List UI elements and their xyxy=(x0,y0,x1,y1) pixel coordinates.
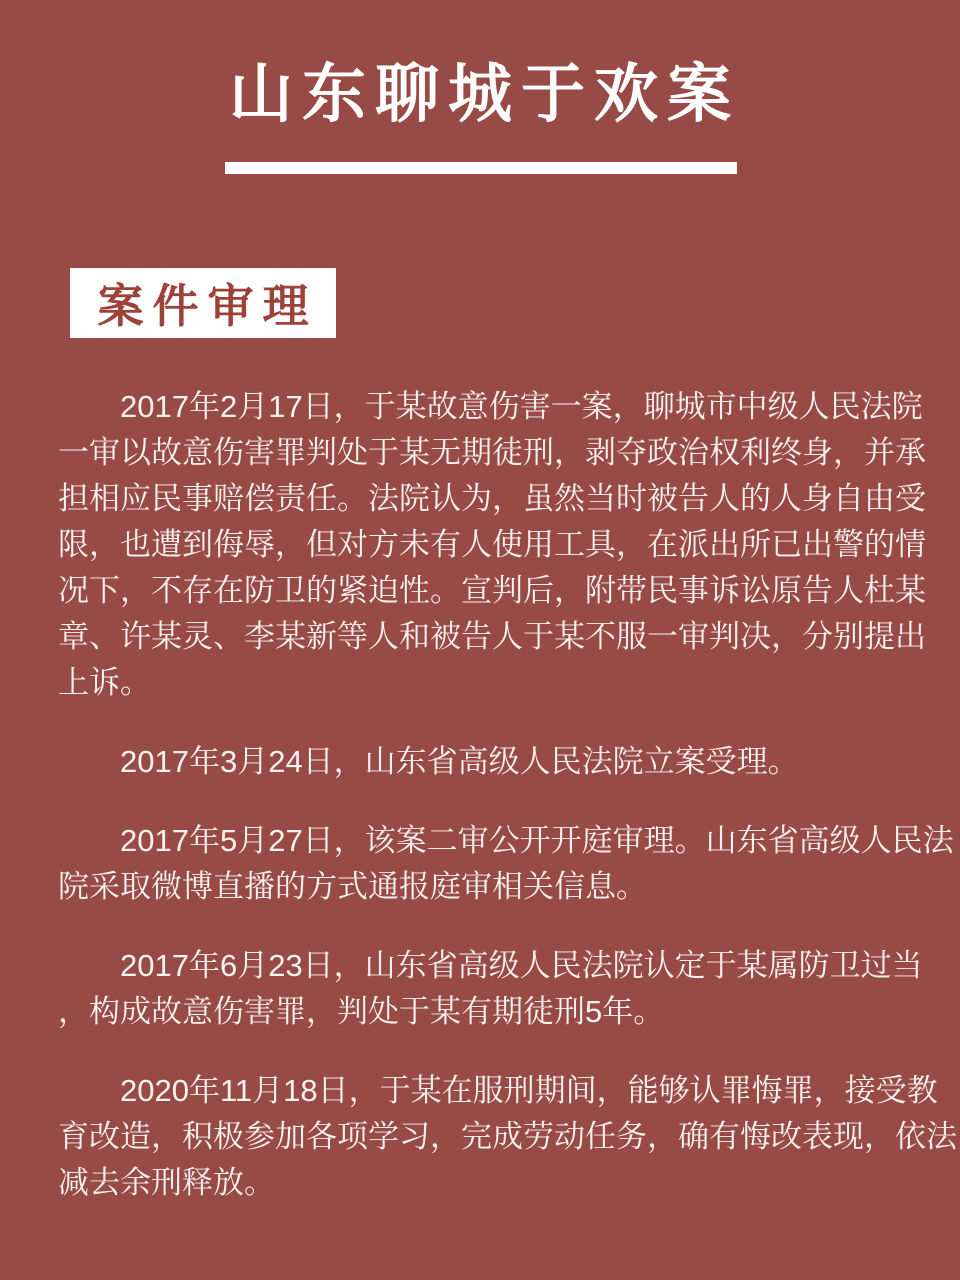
paragraph-line: 2017年2月17日，于某故意伤害一案，聊城市中级人民法院 xyxy=(120,389,923,424)
paragraph-line: 章、许某灵、李某新等人和被告人于某不服一审判决，分别提出 xyxy=(58,619,926,654)
paragraph-line: 限，也遭到侮辱，但对方未有人使用工具，在派出所已出警的情 xyxy=(58,527,926,562)
paragraph xyxy=(58,818,954,910)
paragraph-line: 院采取微博直播的方式通报庭审相关信息。 xyxy=(58,869,647,904)
paragraph-line: 2020年11月18日，于某在服刑期间，能够认罪悔罪，接受教 xyxy=(120,1073,938,1108)
page-title: 山东聊城于欢案 xyxy=(229,59,740,130)
paragraph xyxy=(58,943,923,1035)
article-body xyxy=(58,384,957,1239)
paragraph-line: 一审以故意伤害罪判处于某无期徒刑，剥夺政治权利终身，并承 xyxy=(58,435,926,470)
title-underline xyxy=(225,162,737,174)
section-heading-box xyxy=(70,268,336,338)
paragraph xyxy=(58,739,905,785)
paragraph-line: 上诉。 xyxy=(58,665,151,700)
paragraph-line: 减去余刑释放。 xyxy=(58,1165,275,1200)
paragraph-line: 2017年6月23日，山东省高级人民法院认定于某属防卫过当 xyxy=(120,948,923,983)
paragraph xyxy=(58,384,926,706)
paragraph-line: 2017年5月27日，该案二审公开开庭审理。山东省高级人民法 xyxy=(120,823,954,858)
paragraph-line: ，构成故意伤害罪，判处于某有期徒刑5年。 xyxy=(58,994,665,1029)
paragraph-line: 2017年3月24日，山东省高级人民法院立案受理。 xyxy=(120,744,799,779)
section-heading: 案件审理 xyxy=(97,280,318,332)
paragraph-line: 育改造，积极参加各项学习，完成劳动任务，确有悔改表现，依法 xyxy=(58,1119,957,1154)
paragraph-line: 担相应民事赔偿责任。法院认为，虽然当时被告人的人身自由受 xyxy=(58,481,926,516)
paragraph-line: 况下，不存在防卫的紧迫性。宣判后，附带民事诉讼原告人杜某 xyxy=(58,573,926,608)
paragraph xyxy=(58,1068,957,1206)
